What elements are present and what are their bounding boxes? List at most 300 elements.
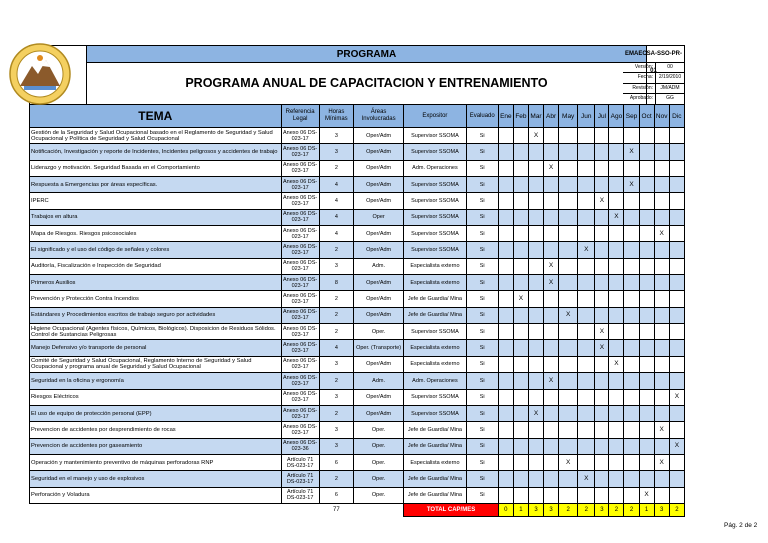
areas-cell: Oper. [353, 471, 403, 487]
month-cell [559, 291, 578, 307]
month-cell [595, 471, 609, 487]
ref-cell: Anexo 06 DS-023-17 [281, 144, 319, 160]
month-cell [624, 128, 639, 144]
month-cell [544, 487, 559, 503]
document-title: PROGRAMA ANUAL DE CAPACITACION Y ENTRENAMIENTO [87, 63, 647, 104]
month-cell [513, 226, 528, 242]
month-cell [513, 128, 528, 144]
evaluado-cell: Si [466, 258, 498, 274]
evaluado-cell: Si [466, 438, 498, 454]
ref-cell: Anexo 06 DS-023-17 [281, 193, 319, 209]
month-cell [513, 405, 528, 421]
evaluado-cell: Si [466, 405, 498, 421]
month-cell [513, 275, 528, 291]
month-cell [544, 324, 559, 340]
month-cell [595, 405, 609, 421]
tema-cell: Seguridad en la oficina y ergonomía [30, 373, 282, 389]
ref-cell: Anexo 06 DS-023-17 [281, 226, 319, 242]
scheduled-mark: X [578, 242, 595, 258]
document-header [29, 45, 685, 104]
expositor-cell: Jefe de Guardia/ Mina [404, 291, 466, 307]
table-row [30, 438, 685, 454]
footer-spacer [353, 503, 403, 516]
month-cell [609, 128, 624, 144]
month-cell [669, 405, 684, 421]
month-cell [624, 340, 639, 356]
month-cell [669, 160, 684, 176]
meta-value: GG [666, 94, 674, 101]
month-cell [669, 471, 684, 487]
scheduled-mark: X [654, 422, 669, 438]
scheduled-mark: X [544, 258, 559, 274]
ref-cell: Anexo 06 DS-023-17 [281, 307, 319, 323]
month-cell [528, 324, 543, 340]
monthly-total: 1 [513, 503, 528, 516]
table-row [30, 193, 685, 209]
month-cell [559, 193, 578, 209]
month-cell [609, 177, 624, 193]
month-cell [609, 405, 624, 421]
month-cell [669, 193, 684, 209]
month-cell [578, 340, 595, 356]
month-cell [578, 324, 595, 340]
month-cell [595, 291, 609, 307]
month-cell [609, 144, 624, 160]
evaluado-cell: Si [466, 307, 498, 323]
month-cell [609, 258, 624, 274]
table-row [30, 373, 685, 389]
expositor-cell: Especialista externo [404, 340, 466, 356]
table-row [30, 389, 685, 405]
total-hours: 77 [333, 507, 340, 514]
scheduled-mark: X [544, 275, 559, 291]
month-cell [528, 307, 543, 323]
month-cell [654, 340, 669, 356]
month-cell [498, 160, 513, 176]
ref-cell: Anexo 06 DS-023-17 [281, 242, 319, 258]
ref-cell: Anexo 06 DS-023-17 [281, 160, 319, 176]
month-cell [513, 454, 528, 470]
month-cell [669, 422, 684, 438]
monthly-total: 3 [595, 503, 609, 516]
month-cell [669, 209, 684, 225]
month-cell [654, 242, 669, 258]
month-cell [498, 128, 513, 144]
month-cell [669, 291, 684, 307]
month-cell [498, 373, 513, 389]
month-cell [544, 438, 559, 454]
month-cell [528, 389, 543, 405]
month-cell [528, 242, 543, 258]
ref-cell: Anexo 06 DS-023-17 [281, 258, 319, 274]
expositor-cell: Especialista externo [404, 275, 466, 291]
month-cell [639, 144, 654, 160]
month-cell [578, 487, 595, 503]
month-cell [513, 144, 528, 160]
month-cell [654, 160, 669, 176]
expositor-cell: Jefe de Guardia/ Mina [404, 307, 466, 323]
month-cell [578, 144, 595, 160]
hours-cell: 2 [319, 405, 353, 421]
ref-cell: Artículo 71 DS-023-17 [281, 454, 319, 470]
ref-cell: Artículo 71 DS-023-17 [281, 487, 319, 503]
month-cell [669, 275, 684, 291]
month-cell [639, 258, 654, 274]
month-cell [669, 177, 684, 193]
month-cell [544, 454, 559, 470]
month-cell [595, 356, 609, 372]
month-cell [513, 160, 528, 176]
month-cell [528, 160, 543, 176]
month-cell [669, 340, 684, 356]
month-cell [639, 389, 654, 405]
hours-cell: 4 [319, 226, 353, 242]
month-cell [654, 438, 669, 454]
month-cell [544, 340, 559, 356]
month-cell [624, 193, 639, 209]
table-row [30, 291, 685, 307]
month-cell [528, 144, 543, 160]
month-cell [498, 405, 513, 421]
areas-cell: Oper/Adm [353, 160, 403, 176]
month-cell [669, 356, 684, 372]
company-logo-icon [8, 42, 72, 106]
month-cell [528, 487, 543, 503]
scheduled-mark: X [559, 454, 578, 470]
month-cell [624, 242, 639, 258]
month-cell [498, 242, 513, 258]
hours-cell: 6 [319, 487, 353, 503]
month-cell [654, 307, 669, 323]
month-cell [639, 209, 654, 225]
areas-cell: Oper. [353, 422, 403, 438]
expositor-cell: Adm. Operaciones [404, 373, 466, 389]
ref-cell: Anexo 06 DS-023-17 [281, 405, 319, 421]
month-cell [559, 389, 578, 405]
month-cell [595, 144, 609, 160]
table-row [30, 356, 685, 372]
scheduled-mark: X [528, 405, 543, 421]
meta-label: Versión: [623, 63, 656, 72]
table-row [30, 471, 685, 487]
month-cell [513, 373, 528, 389]
evaluado-cell: Si [466, 340, 498, 356]
tema-cell: Comité de Seguridad y Salud Ocupacional, Reglamento Interno de Seguridad y Salud Ocupacional y programa anual de Seguridad y Salud Ocupacional [30, 356, 282, 372]
month-cell [498, 177, 513, 193]
expositor-cell: Supervisor SSOMA [404, 242, 466, 258]
training-schedule-table [29, 104, 685, 517]
hours-cell: 2 [319, 324, 353, 340]
month-cell [639, 177, 654, 193]
scheduled-mark: X [654, 454, 669, 470]
month-cell [595, 209, 609, 225]
month-cell [578, 438, 595, 454]
monthly-total: 0 [498, 503, 513, 516]
evaluado-cell: Si [466, 193, 498, 209]
month-cell [528, 471, 543, 487]
month-cell [544, 209, 559, 225]
meta-value: 00 [667, 64, 673, 70]
scheduled-mark: X [669, 438, 684, 454]
tema-cell: El significado y el uso del código de señales y colores [30, 242, 282, 258]
month-cell [498, 340, 513, 356]
month-cell [669, 307, 684, 323]
col-month: Abr [544, 105, 559, 128]
month-cell [559, 373, 578, 389]
month-cell [669, 373, 684, 389]
evaluado-cell: Si [466, 324, 498, 340]
month-cell [498, 324, 513, 340]
month-cell [654, 209, 669, 225]
scheduled-mark: X [595, 193, 609, 209]
month-cell [669, 324, 684, 340]
month-cell [609, 193, 624, 209]
month-cell [544, 471, 559, 487]
ref-cell: Anexo 06 DS-023-17 [281, 209, 319, 225]
areas-cell: Oper [353, 209, 403, 225]
tema-cell: Prevencion de accidentes por gaseamiento [30, 438, 282, 454]
page-number: Pág. 2 de 2 [724, 522, 758, 529]
month-cell [654, 258, 669, 274]
month-cell [513, 438, 528, 454]
monthly-total: 3 [544, 503, 559, 516]
month-cell [498, 209, 513, 225]
month-cell [639, 356, 654, 372]
month-cell [595, 275, 609, 291]
month-cell [559, 226, 578, 242]
month-cell [544, 177, 559, 193]
col-month: Ago [609, 105, 624, 128]
month-cell [498, 454, 513, 470]
ref-cell: Anexo 06 DS-023-17 [281, 128, 319, 144]
evaluado-cell: Si [466, 128, 498, 144]
month-cell [528, 422, 543, 438]
month-cell [609, 340, 624, 356]
ref-cell: Anexo 06 DS-023-17 [281, 356, 319, 372]
month-cell [624, 291, 639, 307]
tema-cell: Operación y mantenimiento preventivo de máquinas perforadoras RNP [30, 454, 282, 470]
areas-cell: Oper/Adm [353, 307, 403, 323]
scheduled-mark: X [624, 177, 639, 193]
scheduled-mark: X [513, 291, 528, 307]
expositor-cell: Supervisor SSOMA [404, 389, 466, 405]
scheduled-mark: X [654, 226, 669, 242]
hours-cell: 4 [319, 209, 353, 225]
meta-revision [623, 84, 684, 94]
month-cell [639, 242, 654, 258]
month-cell [654, 144, 669, 160]
areas-cell: Oper/Adm [353, 405, 403, 421]
evaluado-cell: Si [466, 454, 498, 470]
evaluado-cell: Si [466, 471, 498, 487]
month-cell [609, 160, 624, 176]
monthly-total: 1 [639, 503, 654, 516]
meta-label: Aprobado: [623, 94, 656, 104]
month-cell [559, 324, 578, 340]
month-cell [498, 389, 513, 405]
meta-approved [623, 94, 684, 104]
table-row [30, 160, 685, 176]
meta-label: Revisión: [623, 84, 656, 93]
month-cell [624, 324, 639, 340]
hours-cell: 3 [319, 356, 353, 372]
meta-value: 2/19/2010 [658, 74, 682, 81]
scheduled-mark: X [624, 144, 639, 160]
month-cell [624, 422, 639, 438]
tema-cell: El uso de equipo de protección personal (EPP) [30, 405, 282, 421]
scheduled-mark: X [595, 324, 609, 340]
table-row [30, 242, 685, 258]
evaluado-cell: Si [466, 356, 498, 372]
table-header-row [30, 105, 685, 128]
month-cell [669, 242, 684, 258]
expositor-cell: Especialista externo [404, 258, 466, 274]
document-sheet [29, 45, 685, 517]
hours-cell: 4 [319, 177, 353, 193]
tema-cell: Mapa de Riesgos. Riesgos psicosociales [30, 226, 282, 242]
expositor-cell: Supervisor SSOMA [404, 177, 466, 193]
tema-cell: Auditoría, Fiscalización e Inspección de Seguridad [30, 258, 282, 274]
monthly-total: 2 [559, 503, 578, 516]
month-cell [513, 307, 528, 323]
tema-cell: Higiene Ocupacional (Agentes físicos, Químicos, Biológicos). Disposicion de Residuos Sólidos. Control de Sustancias Peligrosas [30, 324, 282, 340]
expositor-cell: Jefe de Guardia/ Mina [404, 438, 466, 454]
scheduled-mark: X [639, 487, 654, 503]
month-cell [498, 487, 513, 503]
month-cell [544, 422, 559, 438]
month-cell [559, 471, 578, 487]
evaluado-cell: Si [466, 177, 498, 193]
month-cell [624, 487, 639, 503]
areas-cell: Oper/Adm [353, 242, 403, 258]
ref-cell: Anexo 06 DS-023-17 [281, 275, 319, 291]
month-cell [639, 324, 654, 340]
expositor-cell: Supervisor SSOMA [404, 144, 466, 160]
month-cell [595, 438, 609, 454]
table-row [30, 226, 685, 242]
month-cell [654, 291, 669, 307]
month-cell [624, 258, 639, 274]
month-cell [609, 454, 624, 470]
hours-cell: 8 [319, 275, 353, 291]
month-cell [624, 405, 639, 421]
month-cell [669, 487, 684, 503]
ref-cell: Anexo 06 DS-023-36 [281, 438, 319, 454]
month-cell [528, 291, 543, 307]
month-cell [609, 471, 624, 487]
expositor-cell: Supervisor SSOMA [404, 209, 466, 225]
areas-cell: Oper/Adm [353, 291, 403, 307]
evaluado-cell: Si [466, 422, 498, 438]
expositor-cell: Jefe de Guardia/ Mina [404, 471, 466, 487]
expositor-cell: Adm. Operaciones [404, 160, 466, 176]
month-cell [498, 422, 513, 438]
month-cell [595, 454, 609, 470]
table-row [30, 209, 685, 225]
hours-cell: 2 [319, 291, 353, 307]
month-cell [639, 438, 654, 454]
expositor-cell: Supervisor SSOMA [404, 405, 466, 421]
areas-cell: Adm. [353, 373, 403, 389]
month-cell [654, 275, 669, 291]
monthly-total: 3 [654, 503, 669, 516]
month-cell [498, 193, 513, 209]
month-cell [595, 258, 609, 274]
month-cell [498, 226, 513, 242]
month-cell [559, 209, 578, 225]
month-cell [544, 356, 559, 372]
month-cell [498, 438, 513, 454]
tema-cell: Trabajos en altura [30, 209, 282, 225]
tema-cell: Riesgos Eléctricos [30, 389, 282, 405]
ref-cell: Anexo 06 DS-023-17 [281, 389, 319, 405]
expositor-cell: Especialista externo [404, 454, 466, 470]
month-cell [513, 324, 528, 340]
month-cell [544, 226, 559, 242]
ref-cell: Artículo 71 DS-023-17 [281, 471, 319, 487]
areas-cell: Adm. [353, 258, 403, 274]
expositor-cell: Supervisor SSOMA [404, 128, 466, 144]
hours-cell: 3 [319, 128, 353, 144]
month-cell [654, 405, 669, 421]
scheduled-mark: X [578, 471, 595, 487]
hours-cell: 6 [319, 454, 353, 470]
month-cell [595, 307, 609, 323]
month-cell [639, 307, 654, 323]
scheduled-mark: X [669, 389, 684, 405]
month-cell [559, 258, 578, 274]
month-cell [513, 471, 528, 487]
month-cell [498, 144, 513, 160]
month-cell [624, 438, 639, 454]
logo-cell [30, 46, 87, 104]
month-cell [559, 438, 578, 454]
expositor-cell: Supervisor SSOMA [404, 324, 466, 340]
month-cell [528, 258, 543, 274]
month-cell [544, 242, 559, 258]
month-cell [513, 193, 528, 209]
month-cell [559, 405, 578, 421]
month-cell [595, 242, 609, 258]
month-cell [528, 373, 543, 389]
month-cell [544, 307, 559, 323]
month-cell [595, 487, 609, 503]
areas-cell: Oper/Adm [353, 144, 403, 160]
hours-cell: 2 [319, 471, 353, 487]
scheduled-mark: X [544, 373, 559, 389]
table-row [30, 177, 685, 193]
meta-value: JM/ADM [660, 84, 680, 91]
month-cell [624, 307, 639, 323]
col-tema: TEMA [30, 105, 282, 128]
tema-cell: IPERC [30, 193, 282, 209]
month-cell [513, 258, 528, 274]
month-cell [578, 209, 595, 225]
expositor-cell: Supervisor SSOMA [404, 193, 466, 209]
hours-cell: 2 [319, 307, 353, 323]
tema-cell: Notificación, Investigación y reporte de Incidentes, Incidentes peligrosos y accidentes de trabajo [30, 144, 282, 160]
table-row [30, 144, 685, 160]
areas-cell: Oper. [353, 487, 403, 503]
hours-cell: 3 [319, 258, 353, 274]
document-code: EMAECSA-SSO-PR-01 [623, 46, 684, 63]
month-cell [498, 307, 513, 323]
month-cell [528, 193, 543, 209]
table-row [30, 340, 685, 356]
hours-cell: 4 [319, 340, 353, 356]
month-cell [513, 356, 528, 372]
month-cell [578, 193, 595, 209]
